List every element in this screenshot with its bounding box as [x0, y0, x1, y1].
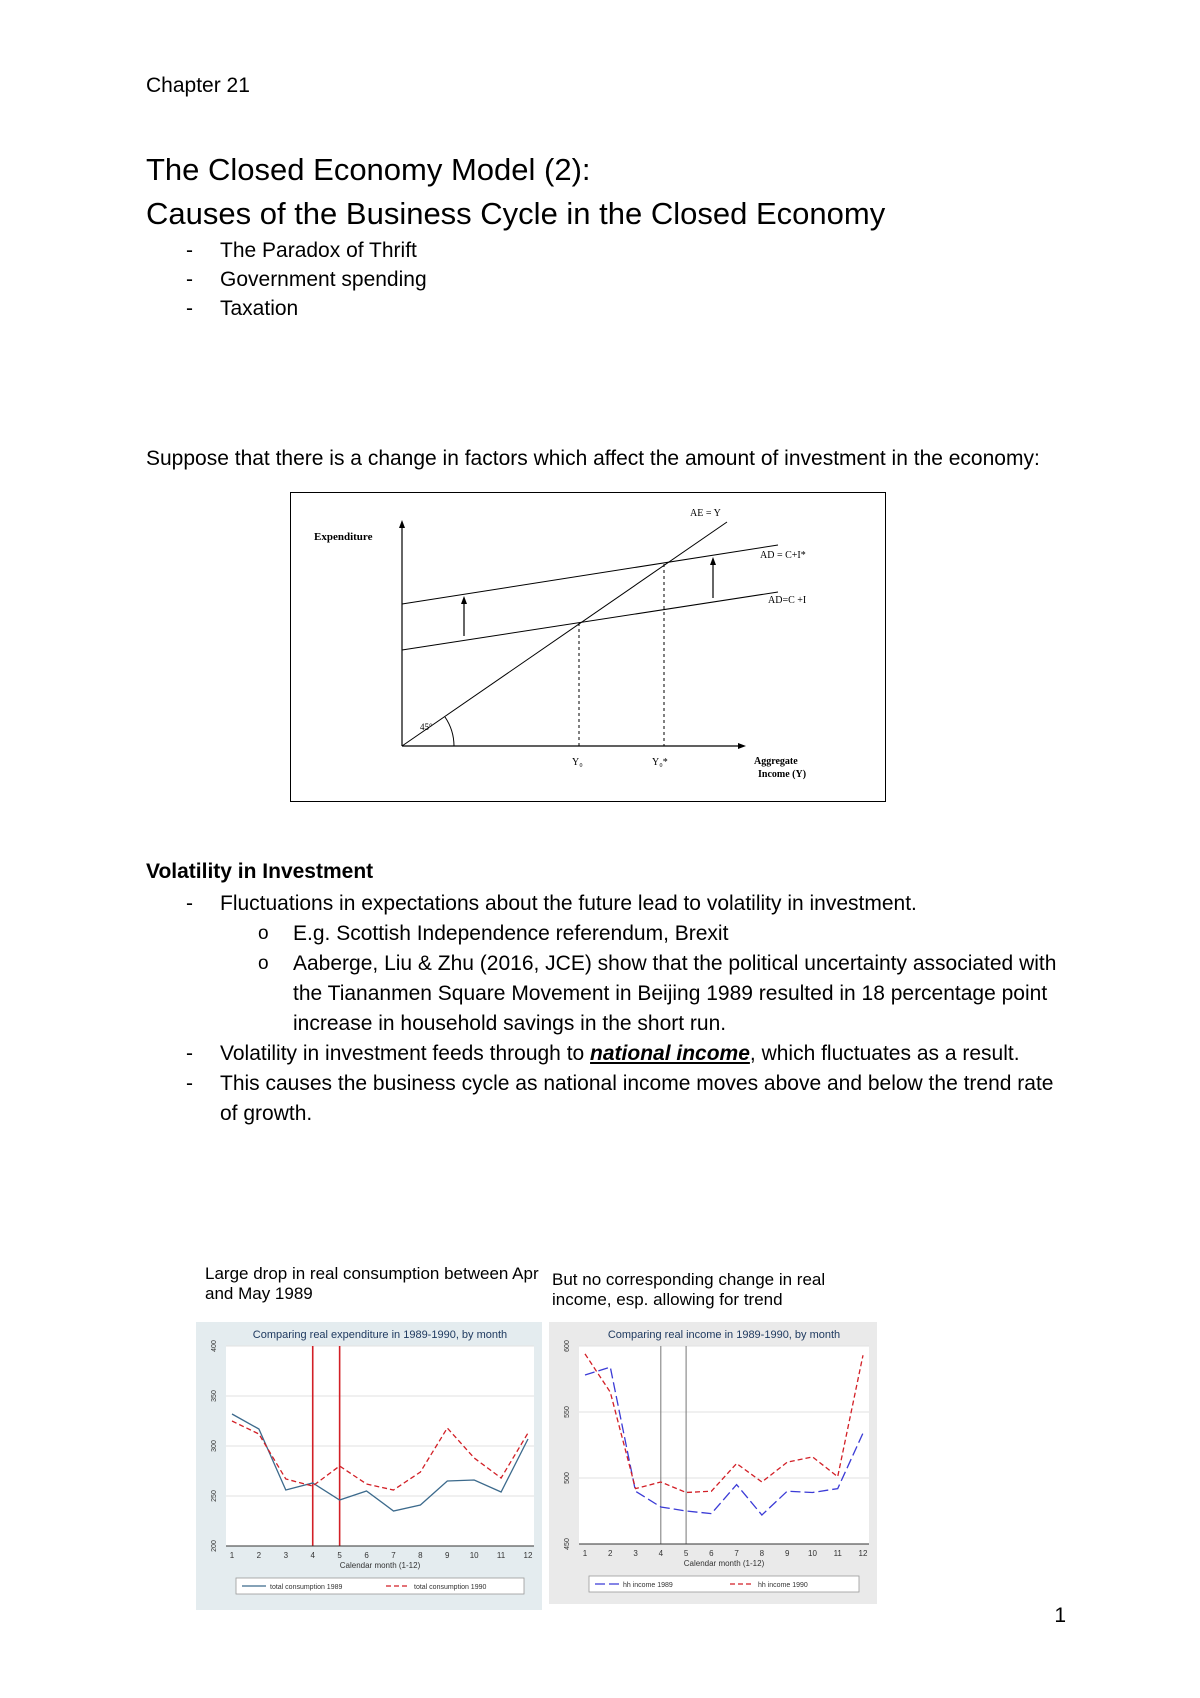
dash-marker: - — [186, 268, 193, 291]
list-item-text-pre: Volatility in investment feeds through to — [220, 1042, 591, 1065]
list-item-text: Fluctuations in expectations about the future lead to volatility in investment. — [220, 892, 917, 915]
x-tick-label: 2 — [608, 1549, 613, 1558]
page-title-line-2: Causes of the Business Cycle in the Closed Economy — [146, 196, 886, 231]
list-item — [146, 889, 1066, 919]
ad-low-label: AD=C +I — [768, 595, 807, 606]
topic-text: Government spending — [220, 268, 427, 291]
legend-label: hh income 1989 — [623, 1582, 673, 1589]
dash-marker: - — [186, 1072, 193, 1095]
x-tick-label: 8 — [759, 1549, 765, 1558]
x-tick-label: 10 — [469, 1551, 479, 1560]
y0-label: Y₀ — [572, 757, 583, 768]
x-tick-label: 2 — [256, 1551, 262, 1560]
sub-item-text: Aaberge, Liu & Zhu (2016, JCE) show that the political uncertainty associated with the Tiananmen Square Movement in Beijing 1989 resulted in 18 percentage point increase in household savings in the short run. — [293, 952, 1057, 1035]
chart-title: Comparing real income in 1989-1990, by month — [607, 1329, 841, 1341]
x-tick-label: 1 — [582, 1549, 588, 1558]
intro-paragraph: Suppose that there is a change in factors which affect the amount of investment in the economy: — [146, 447, 1040, 470]
y-tick-label: 200 — [211, 1540, 218, 1552]
x-tick-label: 9 — [445, 1551, 450, 1560]
volatility-heading: Volatility in Investment — [146, 860, 374, 883]
x-tick-label: 6 — [709, 1549, 714, 1558]
left-figure-caption: Large drop in real consumption between Apr and May 1989 — [205, 1264, 539, 1303]
x-tick-label: 3 — [283, 1551, 289, 1560]
x-tick-label: 7 — [391, 1551, 396, 1560]
y-tick-label: 500 — [564, 1472, 571, 1484]
circle-marker: o — [258, 923, 269, 944]
x-tick-label: 5 — [683, 1549, 689, 1558]
x-axis-label: Calendar month (1-12) — [683, 1559, 765, 1568]
topic-list — [146, 236, 427, 323]
plot-area — [579, 1346, 869, 1544]
dash-marker: - — [186, 239, 193, 262]
y-tick-label: 300 — [211, 1440, 218, 1452]
ad-high-label: AD = C+I* — [760, 550, 806, 561]
y-tick-label: 550 — [564, 1406, 571, 1418]
x-axis-label-1: Aggregate — [754, 756, 798, 767]
sub-list-item — [146, 919, 1066, 949]
line-45-label: AE = Y — [690, 508, 721, 519]
topic-item — [146, 294, 427, 323]
x-tick-label: 1 — [229, 1551, 235, 1560]
x-tick-label: 4 — [658, 1549, 664, 1558]
x-tick-label: 8 — [418, 1551, 423, 1560]
x-tick-label: 5 — [337, 1551, 342, 1560]
topic-text: Taxation — [220, 297, 299, 320]
topic-item — [146, 265, 427, 294]
page-number: 1 — [1054, 1604, 1066, 1627]
topic-text: The Paradox of Thrift — [220, 239, 417, 262]
x-axis-label-2: Income (Y) — [758, 769, 807, 780]
dash-marker: - — [186, 1042, 193, 1065]
x-tick-label: 10 — [808, 1549, 817, 1558]
chart-title: Comparing real expenditure in 1989-1990, by month — [252, 1329, 508, 1341]
angle-label: 45° — [420, 722, 433, 732]
x-axis-label: Calendar month (1-12) — [339, 1561, 421, 1570]
y-tick-label: 450 — [564, 1538, 571, 1550]
x-tick-label: 12 — [523, 1551, 533, 1560]
y1-label: Y₀* — [652, 757, 668, 768]
y-tick-label: 250 — [211, 1490, 218, 1502]
legend-label: total consumption 1989 — [270, 1584, 343, 1591]
chapter-label: Chapter 21 — [146, 74, 250, 97]
x-tick-label: 7 — [734, 1549, 739, 1558]
x-tick-label: 11 — [833, 1549, 842, 1558]
keynesian-cross-diagram — [290, 492, 886, 802]
emphasis-national-income: national income — [590, 1042, 750, 1065]
right-figure-caption: But no corresponding change in real income, esp. allowing for trend — [552, 1270, 826, 1309]
expenditure-chart — [196, 1322, 542, 1610]
y-tick-label: 600 — [564, 1340, 571, 1352]
x-tick-label: 4 — [310, 1551, 315, 1560]
page-title-line-1: The Closed Economy Model (2): — [146, 152, 591, 187]
volatility-list — [146, 889, 1066, 1129]
list-item-text: This causes the business cycle as national income moves above and below the trend rate of growth. — [220, 1072, 1054, 1125]
x-tick-label: 9 — [784, 1549, 790, 1558]
sub-item-text: E.g. Scottish Independence referendum, Brexit — [293, 922, 729, 945]
x-tick-label: 12 — [858, 1549, 868, 1558]
y-axis-label: Expenditure — [314, 531, 373, 543]
topic-item — [146, 236, 427, 265]
income-chart — [549, 1322, 877, 1604]
list-item — [146, 1039, 1066, 1069]
x-tick-label: 3 — [633, 1549, 638, 1558]
legend-label: total consumption 1990 — [414, 1584, 487, 1591]
y-tick-label: 350 — [211, 1390, 218, 1402]
circle-marker: o — [258, 953, 269, 974]
dash-marker: - — [186, 297, 193, 320]
list-item-text-post: , which fluctuates as a result. — [749, 1042, 1020, 1065]
legend-label: hh income 1990 — [758, 1582, 808, 1589]
y-tick-label: 400 — [211, 1340, 218, 1352]
sub-list-item — [146, 949, 1066, 1039]
dash-marker: - — [186, 892, 193, 915]
x-tick-label: 6 — [364, 1551, 369, 1560]
list-item — [146, 1069, 1066, 1129]
x-tick-label: 11 — [496, 1551, 506, 1560]
